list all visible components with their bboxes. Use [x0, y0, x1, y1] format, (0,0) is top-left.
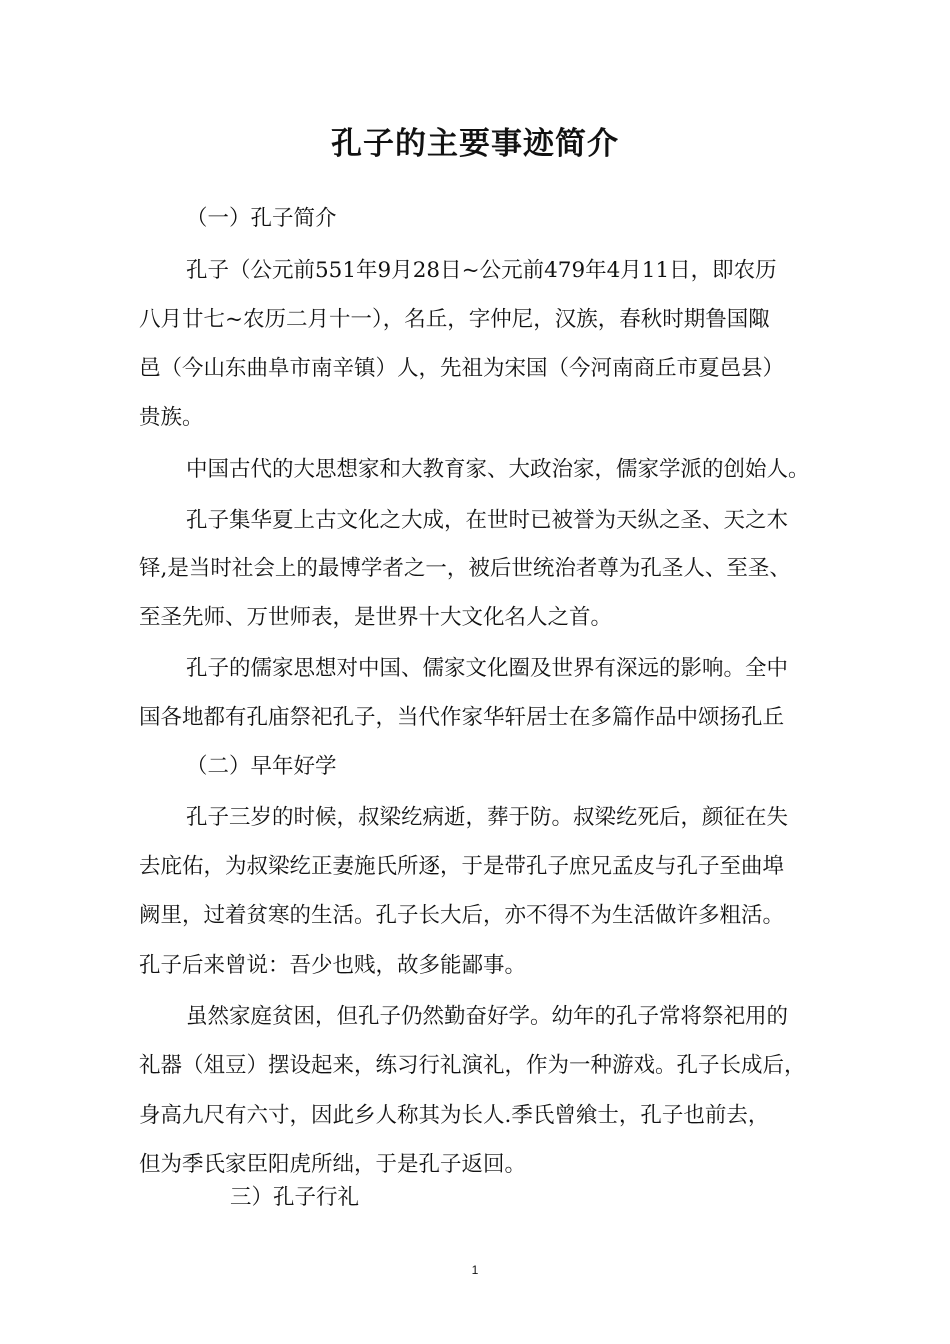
- paragraph-line: 阙里，过着贫寒的生活。孔子长大后，亦不得不为生活做许多粗活。: [139, 903, 785, 928]
- paragraph-line: 虽然家庭贫困，但孔子仍然勤奋好学。幼年的孔子常将祭祀用的: [186, 1004, 789, 1029]
- document-title: 孔子的主要事迹简介: [331, 126, 619, 162]
- paragraph-line: 但为季氏家臣阳虎所绌，于是孔子返回。: [139, 1152, 527, 1177]
- paragraph-line: 礼器（俎豆）摆设起来，练习行礼演礼，作为一种游戏。孔子长成后，: [139, 1053, 806, 1078]
- paragraph-line: 孔子三岁的时候，叔梁纥病逝，葬于防。叔梁纥死后，颜征在失: [186, 805, 789, 830]
- paragraph-line: 国各地都有孔庙祭祀孔子，当代作家华轩居士在多篇作品中颂扬孔丘: [139, 705, 785, 730]
- section-heading: （二）早年好学: [186, 754, 337, 779]
- paragraph-line: 身高九尺有六寸，因此乡人称其为长人.季氏曾飨士，孔子也前去，: [139, 1103, 770, 1128]
- section-heading: （一）孔子简介: [186, 206, 337, 231]
- paragraph-line: 邑（今山东曲阜市南辛镇）人，先祖为宋国（今河南商丘市夏邑县）: [139, 356, 785, 381]
- paragraph-line: 孔子的儒家思想对中国、儒家文化圈及世界有深远的影响。全中: [186, 656, 789, 681]
- paragraph-line: 孔子（公元前551年9月28日~公元前479年4月11日，即农历: [186, 258, 777, 283]
- paragraph-line: 去庇佑，为叔梁纥正妻施氏所逐，于是带孔子庶兄孟皮与孔子至曲埠: [139, 854, 785, 879]
- paragraph-line: 中国古代的大思想家和大教育家、大政治家，儒家学派的创始人。: [186, 457, 810, 482]
- paragraph-line: 贵族。: [139, 405, 204, 430]
- paragraph-line: 铎,是当时社会上的最博学者之一，被后世统治者尊为孔圣人、至圣、: [139, 556, 791, 581]
- paragraph-line: 八月廿七~农历二月十一），名丘，字仲尼，汉族，春秋时期鲁国陬: [139, 307, 770, 332]
- section-heading: 三）孔子行礼: [230, 1185, 360, 1210]
- paragraph-line: 至圣先师、万世师表，是世界十大文化名人之首。: [139, 605, 613, 630]
- paragraph-line: 孔子集华夏上古文化之大成，在世时已被誉为天纵之圣、天之木: [186, 508, 789, 533]
- paragraph-line: 孔子后来曾说：吾少也贱，故多能鄙事。: [139, 953, 527, 978]
- page-number: 1: [471, 1263, 479, 1277]
